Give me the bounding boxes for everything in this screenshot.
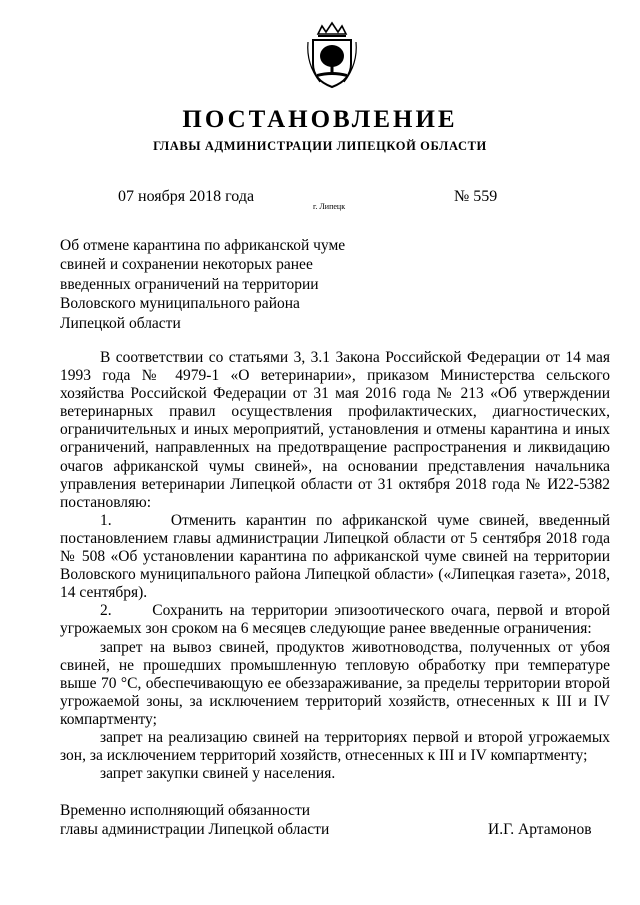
preamble-paragraph: В соответствии со статьями 3, 3.1 Закона Российской Федерации от 14 мая 1993 года № 4979-1 «О ветеринарии», приказом Министерства сельского хозяйства Российской Федерации от 31 мая 2016 года № 213 «Об утверждении ветеринарных правил осуществления профилактических, диагностических, ограничительных и иных мероприятий, установления и отмены карантина и иных ограничений, направленных на предотвращение распространения и ликвидацию очагов африканской чумы свиней», на основании представления начальника управления ветеринарии Липецкой области от 31 октября 2018 года № И22-5382 постановляю:: [60, 349, 610, 511]
clause-1-paragraph: 1. Отменить карантин по африканской чуме свиней, введенный постановлением главы администрации Липецкой области от 5 сентября 2018 года № 508 «Об установлении карантина по африканской чуме свиней на территории Воловского муниципального района Липецкой области» («Липецкая газета», 2018, 14 сентября).: [60, 511, 614, 602]
document-number: № 559: [454, 188, 498, 205]
subject-line: свиней и сохранении некоторых ранее: [60, 256, 313, 274]
signer-line: Временно исполняющий обязанности: [60, 802, 311, 819]
document-body: [60, 349, 614, 783]
subject-line: введенных ограничений на территории: [60, 275, 319, 293]
subject-line: Воловского муниципального района: [60, 295, 300, 313]
signer-name: И.Г. Артамонов: [488, 821, 592, 838]
document-city: г. Липецк: [313, 202, 346, 211]
document-date: 07 ноября 2018 года: [118, 188, 255, 205]
restriction-paragraph: запрет закупки свиней у населения.: [100, 765, 336, 783]
subject-line: Об отмене карантина по африканской чуме: [60, 237, 346, 254]
signer-position: [60, 801, 329, 840]
signer-line: главы администрации Липецкой области: [60, 821, 330, 839]
document-subject: [60, 236, 350, 333]
document-subtitle: ГЛАВЫ АДМИНИСТРАЦИИ ЛИПЕЦКОЙ ОБЛАСТИ: [153, 139, 487, 153]
clause-2-paragraph: 2. Сохранить на территории эпизоотического очага, первой и второй угрожаемых зон сроком на 6 месяцев следующие ранее введенные ограничения:: [60, 602, 614, 638]
restriction-paragraph: запрет на реализацию свиней на территориях первой и второй угрожаемых зон, за исключением территорий хозяйств, отнесенных к III и IV компартменту;: [60, 728, 610, 765]
subject-line: Липецкой области: [60, 314, 181, 332]
restriction-paragraph: запрет на вывоз свиней, продуктов животноводства, полученных от убоя свиней, не прошедших промышленную тепловую обработку при температуре выше 70 °С, обеспечивающую ее обеззараживание, за пределы территории второй угрожаемой зоны, за исключением территорий хозяйств, отнесенных к III и IV компартменту;: [60, 638, 610, 728]
coat-of-arms-emblem: [304, 20, 360, 90]
document-title: ПОСТАНОВЛЕНИЕ: [182, 106, 458, 133]
